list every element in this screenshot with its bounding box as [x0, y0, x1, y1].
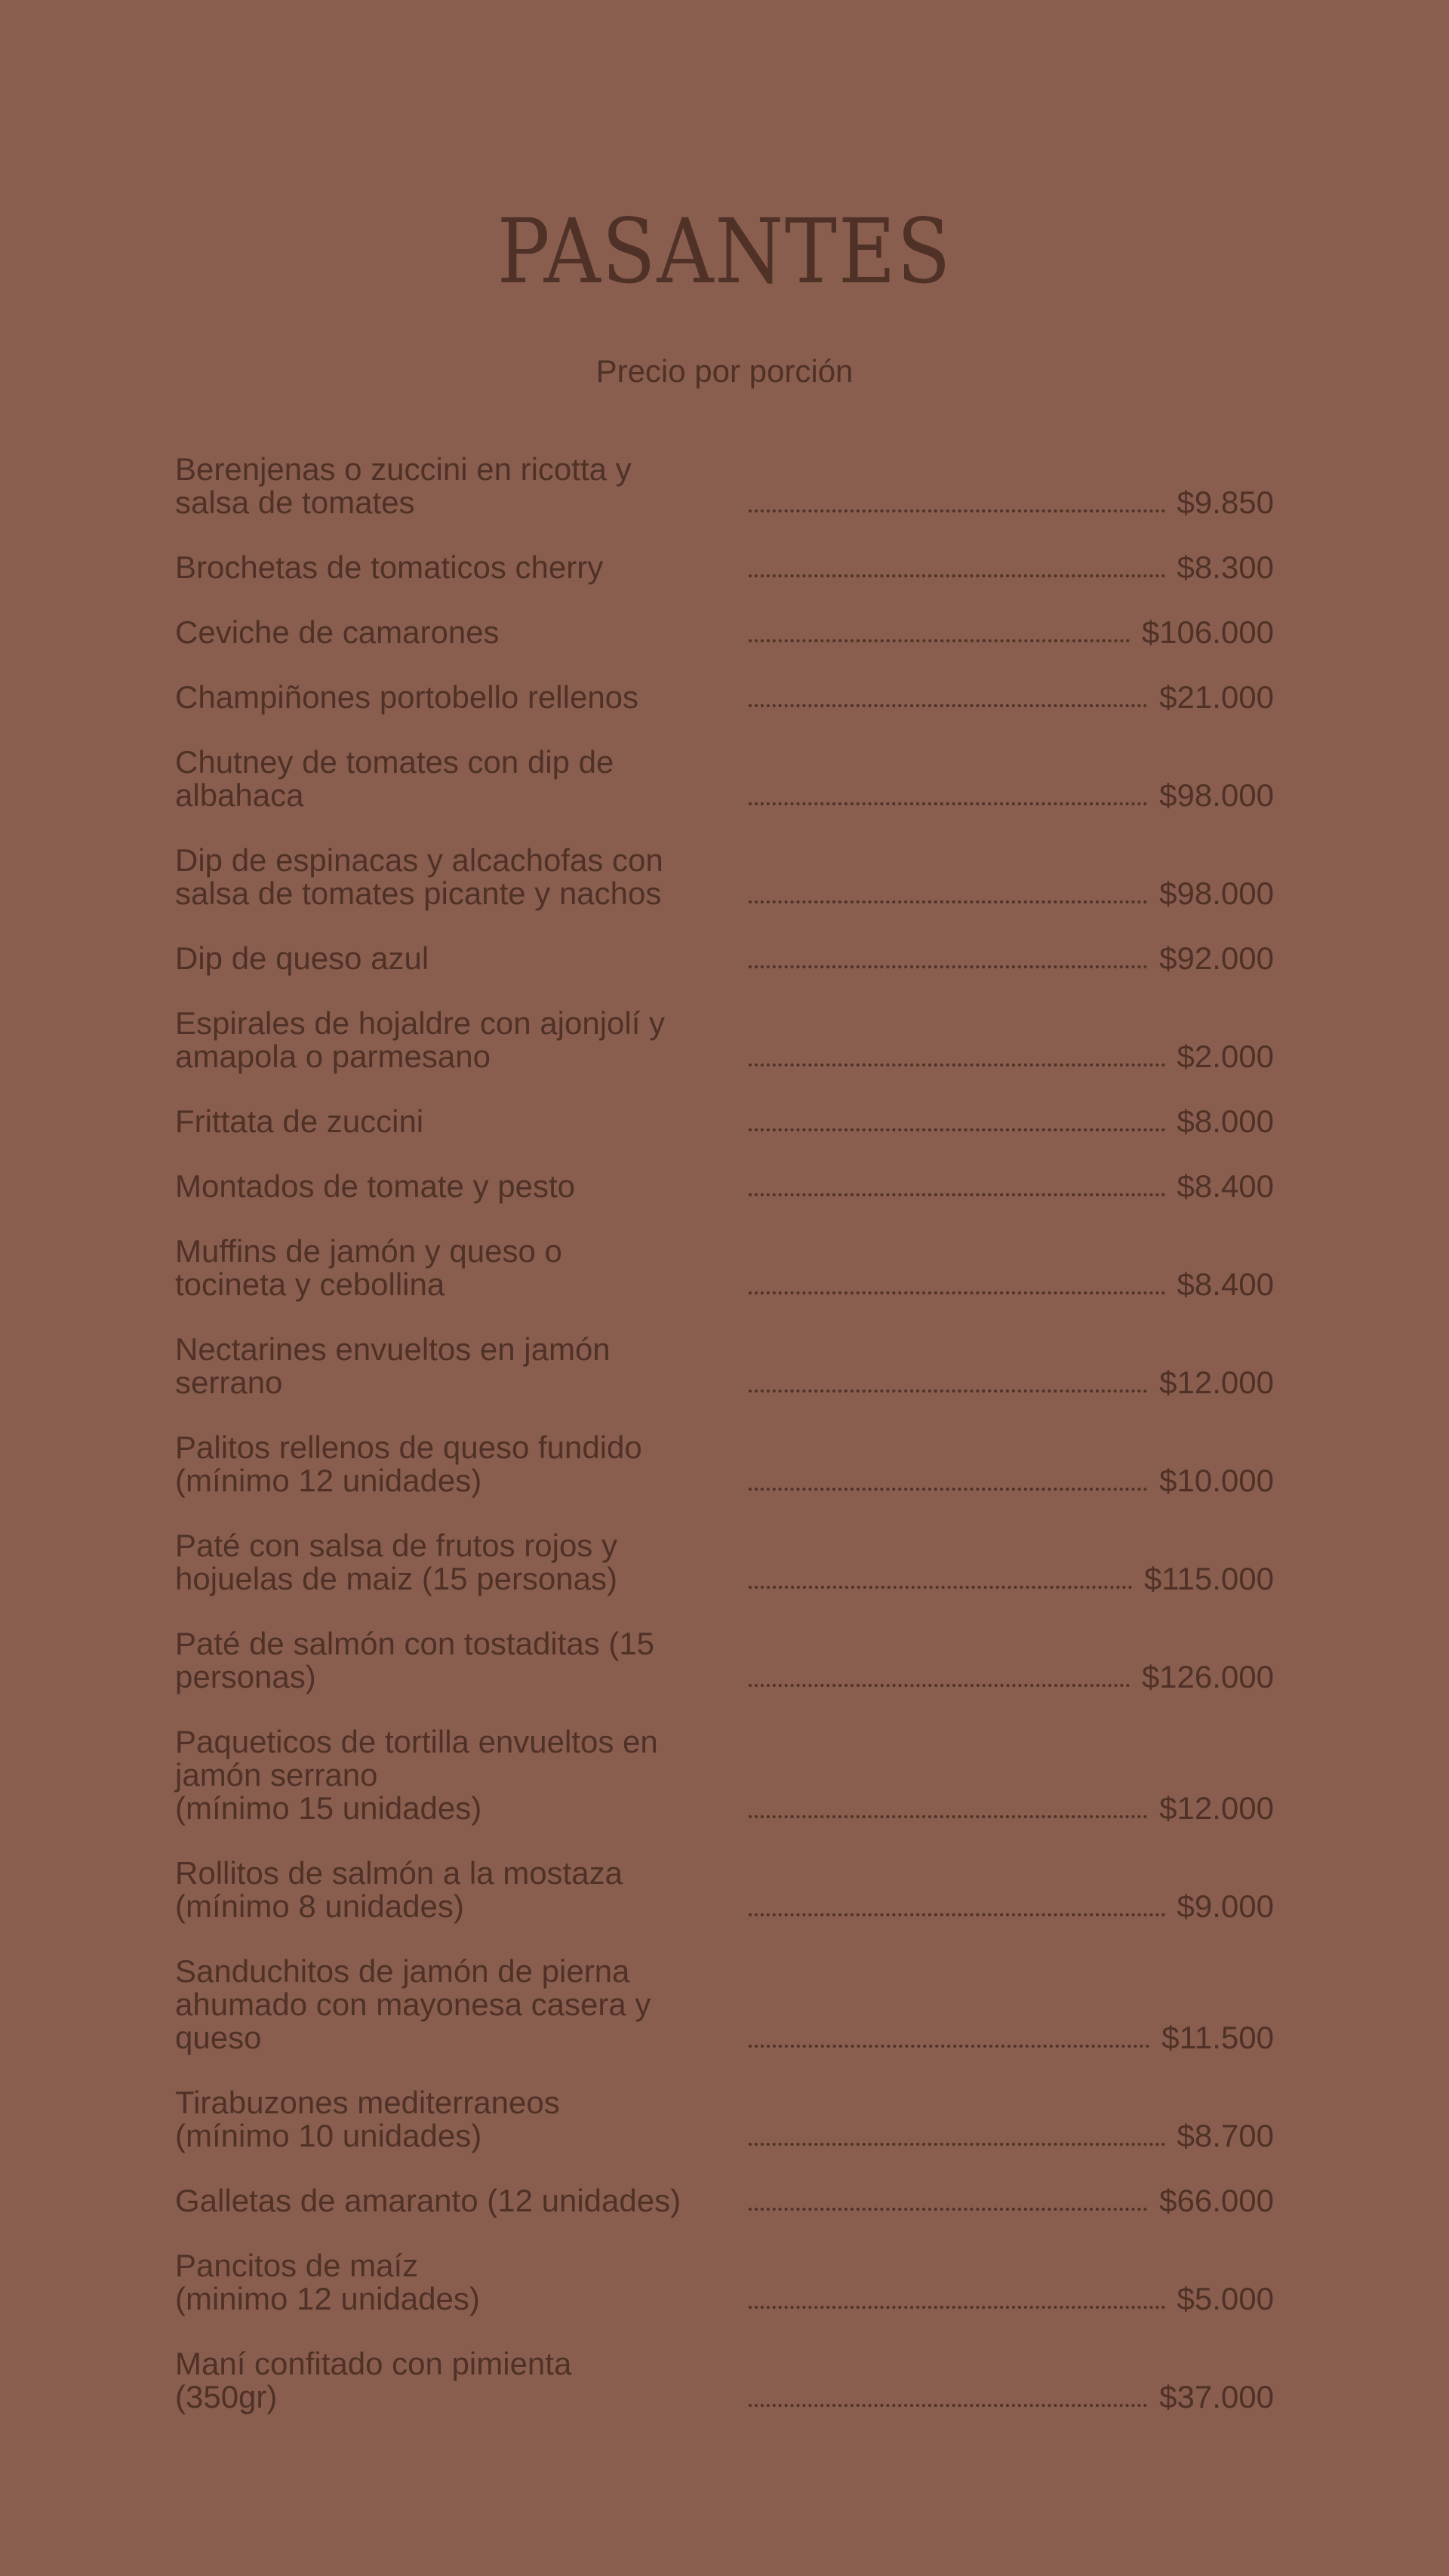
menu-item-price: $21.000 [1159, 679, 1274, 715]
menu-list [175, 453, 1274, 2445]
menu-item-name: Maní confitado con pimienta (350gr) [175, 2346, 572, 2414]
menu-item [175, 2184, 1274, 2217]
menu-item-name: Rollitos de salmón a la mostaza (mínimo 8 unidades) [175, 1855, 623, 1924]
dot-leader [749, 2184, 1159, 2217]
menu-item-price: $115.000 [1143, 1561, 1274, 1596]
menu-item-name: Tirabuzones mediterraneos (mínimo 10 unidades) [175, 2085, 560, 2153]
dot-leader [749, 779, 1159, 812]
menu-item-price: $12.000 [1159, 1365, 1274, 1400]
menu-item-price: $8.400 [1177, 1266, 1274, 1302]
menu-item-price: $11.500 [1161, 2020, 1274, 2055]
menu-item [175, 1431, 1274, 1497]
menu-item-name: Chutney de tomates con dip de albahaca [175, 744, 614, 813]
menu-item-price: $92.000 [1159, 940, 1274, 976]
dot-leader [749, 551, 1177, 584]
menu-item [175, 1955, 1274, 2054]
menu-item-name: Espirales de hojaldre con ajonjolí y amapola o parmesano [175, 1005, 666, 1074]
menu-item [175, 551, 1274, 584]
dot-leader [749, 1660, 1142, 1694]
menu-item [175, 1235, 1274, 1301]
menu-item [175, 844, 1274, 910]
menu-item [175, 1007, 1274, 1073]
menu-item-price: $9.000 [1177, 1888, 1274, 1924]
dot-leader [749, 2021, 1161, 2054]
menu-item-price: $8.000 [1177, 1103, 1274, 1139]
dot-leader [749, 942, 1159, 975]
menu-item [175, 2086, 1274, 2153]
menu-item-name: Champiñones portobello rellenos [175, 679, 639, 715]
menu-item-price: $98.000 [1159, 876, 1274, 911]
menu-item [175, 1529, 1274, 1596]
menu-item-price: $10.000 [1159, 1463, 1274, 1498]
dot-leader [749, 681, 1159, 714]
menu-item-price: $98.000 [1159, 777, 1274, 813]
menu-item [175, 1857, 1274, 1923]
menu-item [175, 453, 1274, 519]
dot-leader [749, 2381, 1159, 2414]
menu-item-name: Dip de queso azul [175, 940, 429, 976]
dot-leader [749, 877, 1159, 910]
menu-item-name: Paté con salsa de frutos rojos y hojuelas de maiz (15 personas) [175, 1528, 617, 1596]
menu-item-name: Ceviche de camarones [175, 614, 500, 650]
menu-item-price: $37.000 [1159, 2379, 1274, 2414]
menu-item-price: $8.300 [1177, 549, 1274, 585]
dot-leader [749, 1268, 1177, 1301]
menu-item-price: $12.000 [1159, 1790, 1274, 1826]
menu-item [175, 1627, 1274, 1694]
menu-item-name: Montados de tomate y pesto [175, 1168, 575, 1204]
menu-item [175, 1105, 1274, 1138]
dot-leader [749, 1040, 1177, 1073]
dot-leader [749, 1792, 1159, 1825]
menu-item-price: $8.400 [1177, 1168, 1274, 1204]
menu-item-name: Dip de espinacas y alcachofas con salsa de tomates picante y nachos [175, 842, 663, 911]
menu-item-name: Sanduchitos de jamón de pierna ahumado con mayonesa casera y queso [175, 1953, 651, 2055]
menu-item-name: Paqueticos de tortilla envueltos en jamón serrano (mínimo 15 unidades) [175, 1724, 658, 1826]
dot-leader [749, 486, 1177, 519]
page-subtitle: Precio por porción [595, 353, 854, 389]
menu-item [175, 1333, 1274, 1399]
menu-item [175, 942, 1274, 975]
dot-leader [749, 1890, 1177, 1923]
dot-leader [749, 1366, 1159, 1399]
menu-item-price: $106.000 [1141, 614, 1274, 650]
menu-item-price: $2.000 [1177, 1039, 1274, 1074]
dot-leader [749, 1170, 1177, 1203]
menu-item-name: Berenjenas o zuccini en ricotta y salsa de tomates [175, 451, 632, 520]
menu-item [175, 2347, 1274, 2414]
menu-item-name: Galletas de amaranto (12 unidades) [175, 2183, 681, 2218]
menu-item-price: $9.850 [1177, 485, 1274, 520]
menu-item-price: $8.700 [1177, 2118, 1274, 2153]
dot-leader [749, 1464, 1159, 1497]
menu-item-name: Brochetas de tomaticos cherry [175, 549, 604, 585]
dot-leader [749, 2119, 1177, 2153]
dot-leader [749, 1562, 1144, 1596]
page-title: PASANTES [497, 199, 952, 303]
menu-item-name: Frittata de zuccini [175, 1103, 424, 1139]
menu-item-price: $5.000 [1177, 2281, 1274, 2316]
menu-item-name: Nectarines envueltos en jamón serrano [175, 1331, 611, 1400]
menu-item-price: $126.000 [1141, 1659, 1274, 1694]
menu-item [175, 746, 1274, 812]
menu-item [175, 2249, 1274, 2316]
menu-item-name: Paté de salmón con tostaditas (15 personas) [175, 1626, 655, 1694]
menu-item-name: Muffins de jamón y queso o tocineta y cebollina [175, 1233, 562, 1302]
dot-leader [749, 2282, 1177, 2316]
menu-item-name: Pancitos de maíz (minimo 12 unidades) [175, 2248, 480, 2316]
menu-item [175, 1170, 1274, 1203]
menu-item [175, 616, 1274, 649]
dot-leader [749, 1105, 1177, 1138]
dot-leader [749, 616, 1142, 649]
menu-item [175, 681, 1274, 714]
menu-item-price: $66.000 [1159, 2183, 1274, 2218]
menu-item-name: Palitos rellenos de queso fundido (mínimo 12 unidades) [175, 1430, 642, 1498]
menu-item [175, 1725, 1274, 1825]
